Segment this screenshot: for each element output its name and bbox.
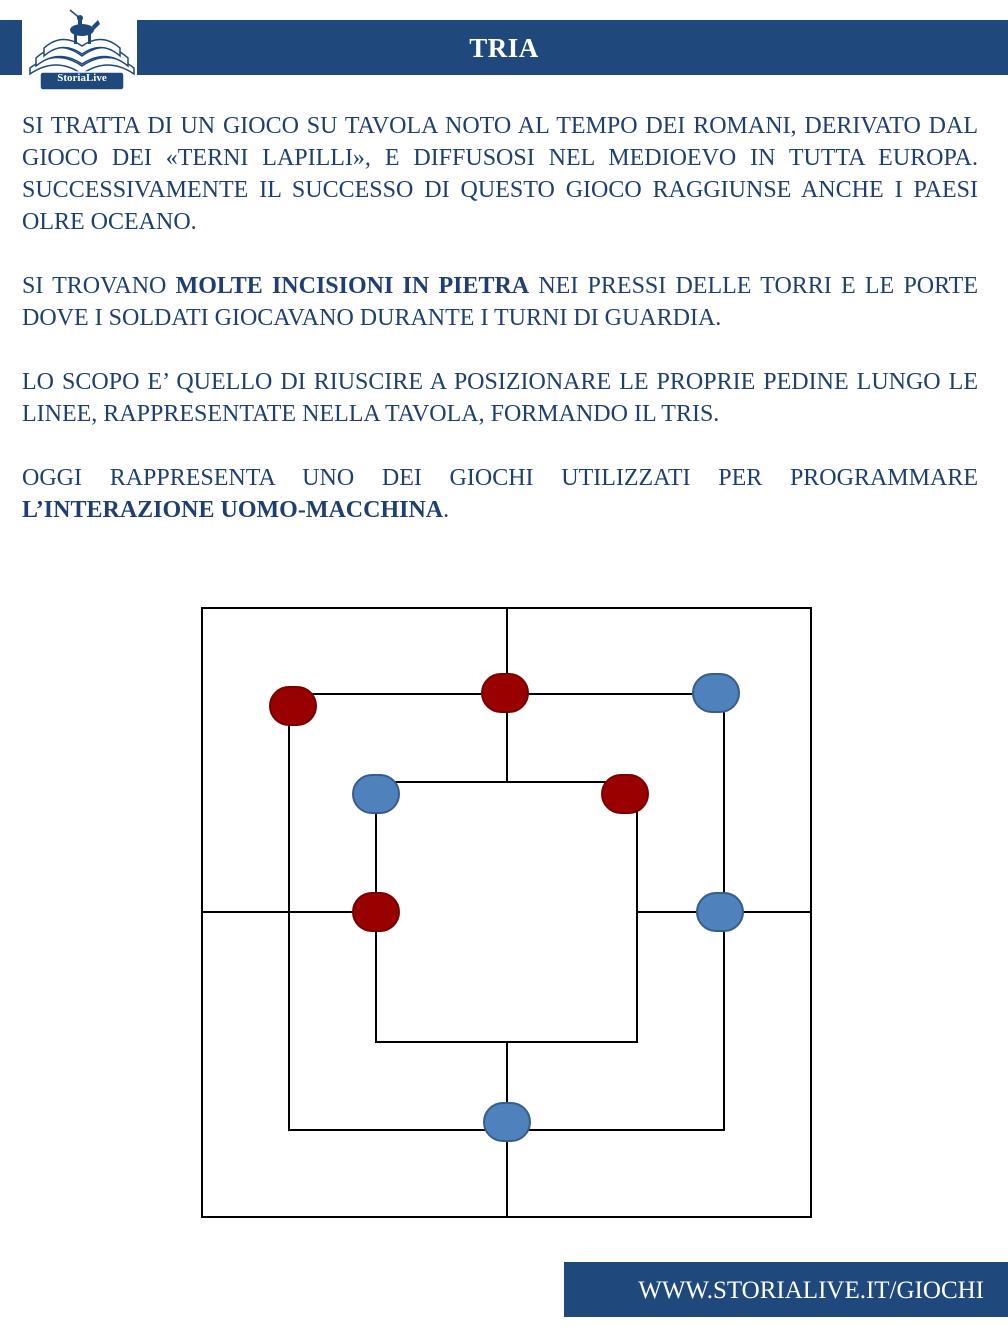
paragraph-goal: LO SCOPO E’ QUELLO DI RIUSCIRE A POSIZIONARE LE PROPRIE PEDINE LUNGO LE LINEE, RAPPRESENTATE NELLA TAVOLA, FORMANDO IL TRIS. (22, 369, 978, 427)
website-link[interactable]: WWW.STORIALIVE.IT/GIOCHI (638, 1277, 984, 1304)
open-book-icon (30, 39, 134, 74)
knight-icon (70, 10, 100, 44)
highlight-engravings: MOLTE INCISIONI IN PIETRA (175, 273, 530, 299)
blue-piece-outer-bottom-mid (484, 1103, 530, 1141)
red-piece-inner-mid-left (353, 893, 399, 931)
logo-label: StoriaLive (57, 72, 107, 84)
paragraph-engravings: SI TROVANO MOLTE INCISIONI IN PIETRA NEI PRESSI DELLE TORRI E LE PORTE DOVE I SOLDATI GIOCAVANO DURANTE I TURNI DI GUARDIA. (22, 273, 979, 331)
inner-square (376, 782, 637, 1042)
paragraph-history: SI TRATTA DI UN GIOCO SU TAVOLA NOTO AL TEMPO DEI ROMANI, DERIVATO DAL GIOCO DEI «TERNI LAPILLI», E DIFFUSOSI NEL MEDIOEVO IN TUTTA EUROPA. SUCCESSIVAMENTE IL SUCCESSO DI QUESTO GIOCO RAGGIUNSE ANCHE I PAESI OLRE OCEANO. (22, 113, 978, 235)
blue-piece-inner-top-left (353, 775, 399, 813)
highlight-interaction: L’INTERAZIONE UOMO-MACCHINA (22, 497, 444, 523)
description-text (22, 110, 978, 558)
page-title: TRIA (469, 33, 539, 63)
tria-board (200, 605, 814, 1221)
red-piece-outer-top-mid (482, 674, 528, 712)
red-piece-outer-top-left (270, 687, 316, 725)
paragraph-today: OGGI RAPPRESENTA UNO DEI GIOCHI UTILIZZATI PER PROGRAMMARE L’INTERAZIONE UOMO-MACCHINA. (22, 465, 978, 523)
red-piece-inner-top-right (602, 775, 648, 813)
blue-piece-outer-mid-right (697, 893, 743, 931)
blue-piece-outer-top-right (693, 674, 739, 712)
